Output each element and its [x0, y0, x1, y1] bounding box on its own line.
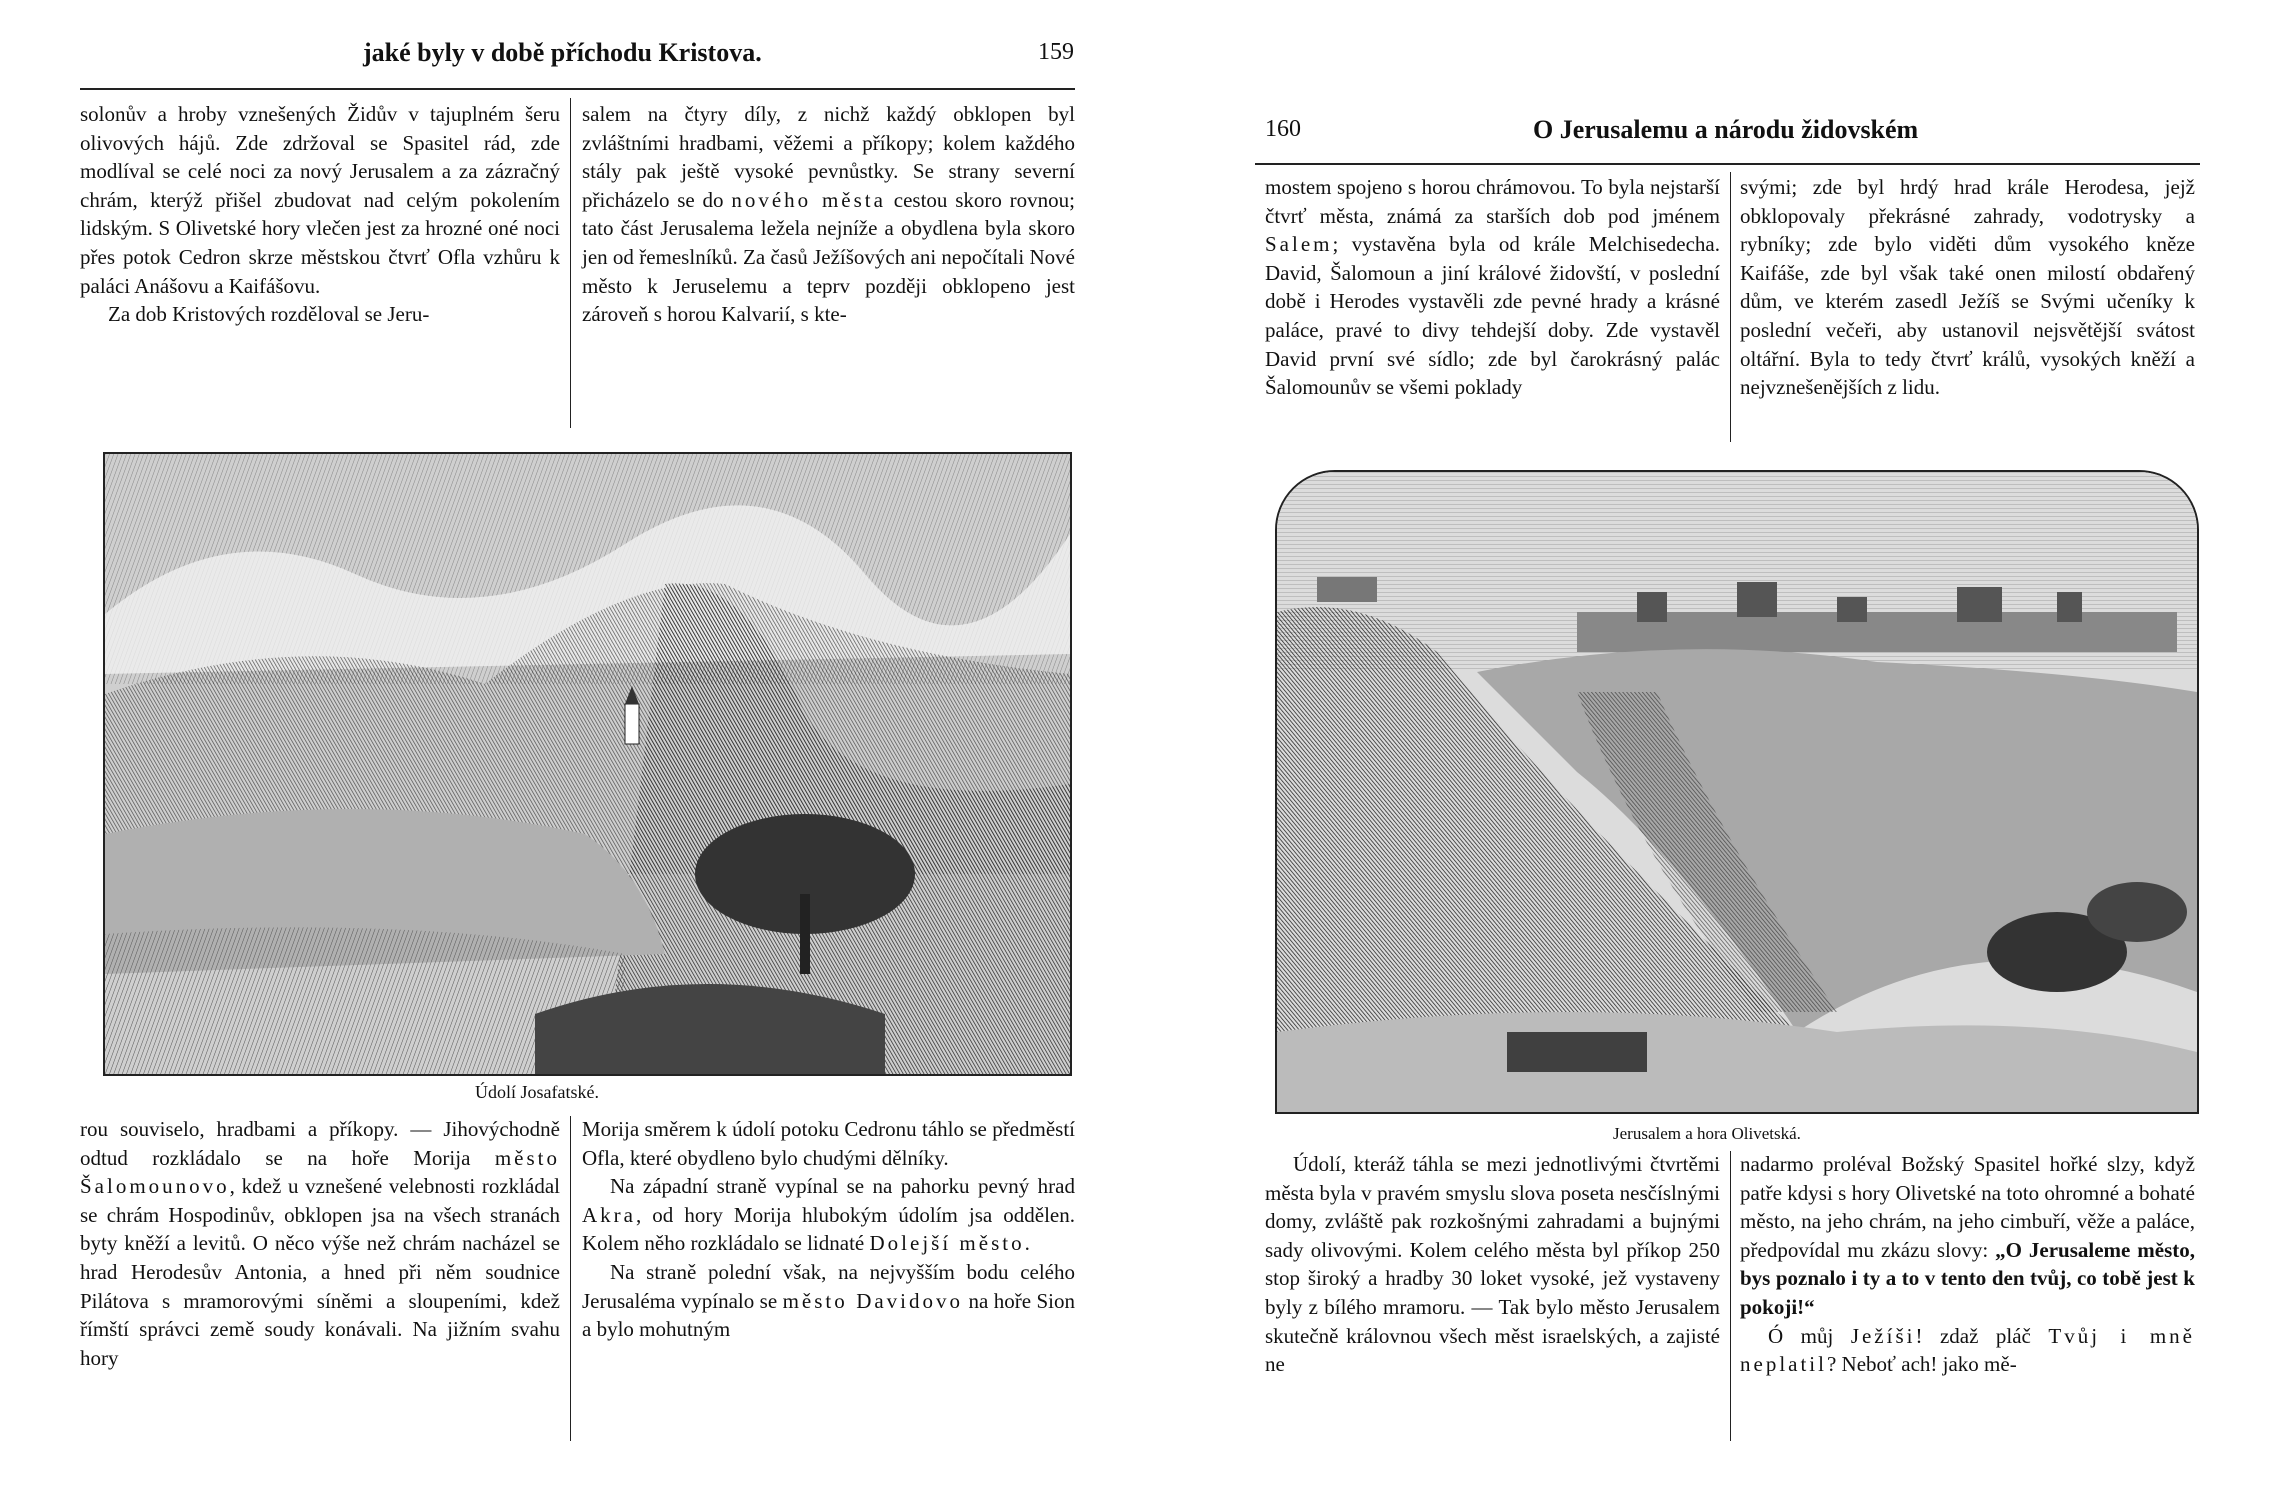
left-bottom-column-1	[80, 1115, 560, 1372]
left-header-rule	[80, 88, 1075, 90]
illustration-jerusalem-and-mount-of-olives	[1275, 470, 2199, 1114]
paragraph: Na západní straně vypínal se na pahorku pevný hrad Akra, od hory Morija hlubokým údolím jsa oddělen. Kolem něho rozkládalo se lidnaté Dolejší město.	[582, 1174, 1075, 1256]
paragraph: mostem spojeno s horou chrámovou. To byla nejstarší čtvrť města, známá za starších dob pod jménem Salem; vystavěna byla od krále Melchisedecha. David, Šalomoun a jiní králové židovští, v poslední době i Herodes vystavěli zde pevné hrady a krásné paláce, pravé to divy tehdejší doby. Zde vystavěl David první své sídlo; zde byl čarokrásný palác Šalomounův se všemi poklady	[1265, 175, 1720, 400]
right-header-rule	[1255, 163, 2200, 165]
paragraph: nadarmo proléval Božský Spasitel hořké slzy, když patře kdysi s hory Olivetské na toto ohromné a bohaté město, na jeho chrám, na jeho cimbuří, věže a paláce, předpovídal mu zkázu slovy: „O Jerusaleme město, bys poznalo i ty a to v tento den tvůj, co tobě jest k pokoji!“	[1740, 1152, 2195, 1319]
paragraph: salem na čtyry díly, z nichž každý obklopen byl zvláštními hradbami, věžemi a příkopy; kolem každého stály pak ještě vysoké pevnůstky. Se strany severní přicházelo se do nového města cestou skoro rovnou; tato část Jerusalema ležela nejníže a obydlena byla skoro jen od řemeslníků. Za časů Ježíšových ani nepočítali Nové město k Jeruselemu a teprv později obklopeno jest zároveň s horou Kalvarií, s kte-	[582, 102, 1075, 327]
left-page-header	[80, 38, 1080, 78]
right-bottom-column-2	[1740, 1150, 2195, 1379]
illustration-valley-of-josaphat	[103, 452, 1072, 1076]
column-divider	[570, 1116, 571, 1441]
column-divider	[1730, 172, 1731, 442]
paragraph: Na straně polední však, na nejvyšším bodu celého Jerusaléma vypínalo se město Davidovo na hoře Sion a bylo mohutným	[582, 1259, 1075, 1342]
paragraph: solonův a hroby vznešených Židův v tajuplném šeru olivových hájů. Zde zdržoval se Spasitel rád, zde modlíval se celé noci za nový Jerusalem a za zázračný chrám, kterýž přišel zbudovat nad celým pokolením lidským. S Olivetské hory vlečen jest za hrozné oné noci přes potok Cedron skrze městskou čtvrť Ofla vzhůru k paláci Anášovu a Kaifášovu.	[80, 102, 560, 298]
column-divider	[570, 98, 571, 428]
paragraph: svými; zde byl hrdý hrad krále Herodesa, jejž obklopovaly překrásné zahrady, vodotrysky a rybníky; zde bylo viděti dům vysokého kněze Kaifáše, zde byl však také onen milostí obdařený dům, ve kterém zasedl Ježíš se Svými učeníky k poslední večeři, aby ustanovil nejsvětější svátost oltářní. Byla to tedy čtvrť králů, vysokých kněží a nejvznešenějších z lidu.	[1740, 175, 2195, 400]
left-header-title: jaké byly v době příchodu Kristova.	[363, 38, 762, 67]
paragraph: Ó můj Ježíši! zdaž pláč Tvůj i mně neplatil? Neboť ach! jako mě-	[1740, 1323, 2196, 1377]
left-bottom-column-2	[582, 1115, 1075, 1344]
left-page	[80, 0, 1080, 1500]
column-divider	[1730, 1151, 1731, 1441]
right-page-number: 160	[1265, 116, 1301, 142]
right-page	[1255, 0, 2200, 1500]
paragraph: Za dob Kristových rozděloval se Jeru-	[108, 302, 430, 327]
paragraph: rou souviselo, hradbami a příkopy. — Jihovýchodně odtud rozkládalo se na hoře Morija město Šalomounovo, kdež u vznešené velebnosti rozkládal se chrám Hospodinův, obklopen jsa na všech stranách byty kněží a levitů. O něco výše než chrám nacházel se hrad Herodesův Antonia, a hned při něm soudnice Pilátova s mramorovými síněmi a sloupeními, kdež římští správci země soudy konávali. Na jižním svahu hory	[80, 1117, 560, 1370]
paragraph: Údolí, kteráž táhla se mezi jednotlivými čtvrtěmi města byla v pravém smyslu slova poseta nesčíslnými domy, zvláště pak rozkošnými zahradami a bujnými sady olivovými. Kolem celého města byl příkop 250 stop široký a hradby 30 loket vysoké, jež vystaveny byly z bílého mramoru. — Tak bylo město Jerusalem skutečně královnou všech měst israelských, a zajisté ne	[1265, 1152, 1720, 1377]
left-illustration-caption: Údolí Josafatské.	[475, 1082, 599, 1102]
left-page-number: 159	[1038, 39, 1074, 65]
right-top-column-1	[1265, 173, 1720, 402]
left-top-column-1	[80, 100, 560, 329]
right-top-column-2	[1740, 173, 2195, 402]
right-page-header	[1255, 115, 2200, 155]
paragraph: Morija směrem k údolí potoku Cedronu táhlo se předměstí Ofla, které obydleno bylo chudými dělníky.	[582, 1117, 1075, 1170]
right-bottom-column-1	[1265, 1150, 1720, 1379]
left-top-column-2	[582, 100, 1075, 329]
right-illustration-caption: Jerusalem a hora Olivetská.	[1613, 1124, 1801, 1143]
right-header-title: O Jerusalemu a národu židovském	[1533, 115, 1919, 144]
